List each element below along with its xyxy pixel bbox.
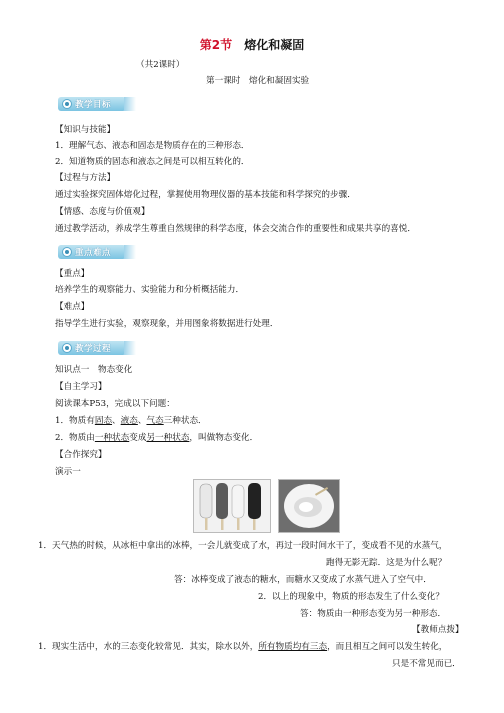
lesson-title: 第一课时 熔化和凝固实验 [206, 76, 310, 86]
heading-self-study: 【自主学习】 [55, 382, 107, 392]
knowledge-point: 知识点一 物态变化 [55, 365, 133, 375]
badge-objectives: 教学目标 [58, 97, 136, 111]
objective-3: 通过实验探究固体熔化过程，掌握使用物理仪器的基本技能和科学探究的步骤． [55, 190, 356, 200]
question-3: 2．以上的现象中，物质的形态发生了什么变化？ [258, 592, 444, 602]
badge-icon [62, 343, 72, 353]
popsicles-photo [193, 479, 271, 533]
badge-icon [62, 247, 72, 257]
badge-key-points: 重点难点 [58, 245, 136, 259]
paragraph-2-line-1: 1．现实生活中，水的三态变化较常见．其实，除水以外，所有物质均有三态，而且相互之间可以发生转化， [38, 642, 448, 652]
difficulty-point: 指导学生进行实验，观察现象，并用图象将数据进行处理． [55, 319, 279, 329]
heading-teacher-tips: 【教师点拨】 [412, 625, 464, 635]
paragraph-2-line-2: 只是不常见而已． [392, 659, 461, 669]
section-name: 熔化和凝固 [244, 38, 305, 52]
answer-1: 答：冰棒变成了液态的糖水，而糖水又变成了水蒸气进入了空气中． [174, 575, 432, 585]
subtitle: （共2课时） [136, 60, 185, 70]
objective-4: 通过教学活动，养成学生尊重自然规律的科学态度，体会交流合作的重要性和成果共享的喜悦． [55, 224, 416, 234]
reading-instruction: 阅读课本P53，完成以下问题： [55, 399, 175, 409]
question-2: 2．物质由一种状态变成另一种状态，叫做物态变化． [55, 433, 259, 443]
page-title [0, 36, 504, 53]
key-point: 培养学生的观察能力、实验能力和分析概括能力． [55, 285, 245, 295]
heading-cooperative: 【合作探究】 [55, 450, 107, 460]
answer-2: 答：物质由一种形态变为另一种形态． [300, 609, 447, 619]
heading-process-method: 【过程与方法】 [55, 173, 116, 183]
paragraph-1-line-2: 跑得无影无踪．这是为什么呢？ [326, 558, 447, 568]
objective-2: 2．知道物质的固态和液态之间是可以相互转化的． [55, 157, 250, 167]
badge-process: 教学过程 [58, 341, 136, 355]
question-1: 1．物质有固态、液态、气态三种状态． [55, 416, 207, 426]
paragraph-1-line-1: 1．天气热的时候，从冰柜中拿出的冰棒，一会儿就变成了水，再过一段时间水干了，变成看不见的水蒸气， [38, 541, 448, 551]
heading-difficulty: 【难点】 [55, 302, 90, 312]
objective-1: 1．理解气态、液态和固态是物质存在的三种形态． [55, 141, 250, 151]
heading-knowledge: 【知识与技能】 [55, 125, 116, 135]
heading-key: 【重点】 [55, 269, 90, 279]
melted-plate-photo [278, 479, 340, 533]
badge-icon [62, 99, 72, 109]
heading-attitude: 【情感、态度与价值观】 [55, 207, 150, 217]
section-number: 第2节 [199, 38, 233, 52]
demo-label: 演示一 [55, 467, 81, 477]
